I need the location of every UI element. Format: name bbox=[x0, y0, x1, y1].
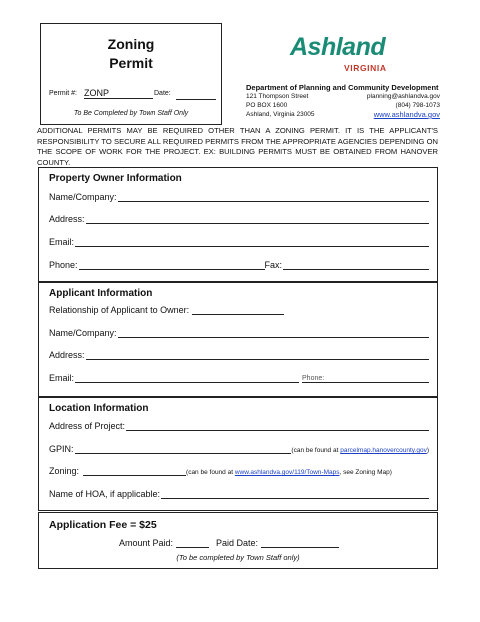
amount-paid-label: Amount Paid: bbox=[119, 538, 174, 548]
location-section-title: Location Information bbox=[49, 403, 149, 414]
applicant-phone-label: Phone: bbox=[302, 375, 325, 382]
permit-number-label: Permit #: bbox=[49, 90, 78, 97]
zoning-field[interactable] bbox=[83, 467, 186, 476]
fee-title: Application Fee = $25 bbox=[49, 519, 157, 531]
fee-section bbox=[38, 512, 438, 569]
owner-section-title: Property Owner Information bbox=[49, 173, 182, 184]
permits-notice: ADDITIONAL PERMITS MAY BE REQUIRED OTHER THAN A ZONING PERMIT. IT IS THE APPLICANT'S RESPONSIBILITY TO SECURE ALL REQUIRED PERMITS FROM THE APPROPRIATE AGENCIES DEPENDING ON THE SCOPE OF WORK FOR THE PROJECT. EX: BUILDING PERMITS MUST BE OBTAINED FROM HANOVER COUNTY. bbox=[37, 126, 438, 167]
ashland-logo bbox=[290, 33, 402, 79]
permit-title-line2: Permit bbox=[109, 55, 153, 71]
permit-staff-note: To Be Completed by Town Staff Only bbox=[73, 110, 189, 117]
permit-date-label: Date: bbox=[154, 90, 171, 97]
permit-box bbox=[40, 23, 222, 125]
applicant-name-field[interactable] bbox=[118, 329, 429, 338]
logo-subtitle: VIRGINIA bbox=[344, 63, 387, 73]
zoning-label: Zoning: bbox=[49, 466, 80, 476]
town-maps-link[interactable]: www.ashlandva.gov/119/Town-Maps bbox=[234, 469, 340, 476]
owner-phone-label: Phone: bbox=[49, 260, 78, 270]
fee-staff-note: (To be completed by Town Staff only) bbox=[176, 553, 300, 562]
owner-address-field[interactable] bbox=[86, 215, 429, 224]
permit-title-line1: Zoning bbox=[107, 36, 155, 52]
department-po-box: PO BOX 1600 bbox=[246, 102, 288, 109]
relationship-field[interactable] bbox=[192, 306, 284, 315]
logo-wordmark: Ashland bbox=[290, 33, 386, 61]
hoa-field[interactable] bbox=[161, 490, 429, 499]
gpin-label: GPIN: bbox=[49, 444, 74, 454]
department-website-link[interactable]: www.ashlandva.gov bbox=[373, 110, 440, 119]
permit-number-field[interactable]: ZONP bbox=[84, 88, 153, 99]
owner-section bbox=[38, 167, 438, 282]
department-phone: (804) 798-1073 bbox=[395, 102, 440, 109]
applicant-address-label: Address: bbox=[49, 350, 85, 360]
owner-name-label: Name/Company: bbox=[49, 192, 117, 202]
owner-email-label: Email: bbox=[49, 237, 75, 247]
location-section bbox=[38, 397, 438, 511]
owner-email-field[interactable] bbox=[75, 238, 429, 247]
applicant-address-field[interactable] bbox=[86, 351, 429, 360]
project-address-field[interactable] bbox=[126, 422, 429, 431]
owner-fax-field[interactable] bbox=[283, 261, 429, 270]
amount-paid-field[interactable] bbox=[176, 539, 209, 548]
owner-name-field[interactable] bbox=[118, 193, 429, 202]
project-address-label: Address of Project: bbox=[49, 421, 126, 431]
gpin-field[interactable] bbox=[75, 445, 292, 454]
applicant-email-label: Email: bbox=[49, 373, 75, 383]
applicant-phone-field[interactable] bbox=[302, 374, 429, 383]
zoning-note: (can be found at www.ashlandva.gov/119/Town-Maps, see Zoning Map) bbox=[186, 469, 392, 476]
department-city: Ashland, Virginia 23005 bbox=[246, 111, 315, 118]
owner-phone-field[interactable] bbox=[79, 261, 265, 270]
hoa-label: Name of HOA, if applicable: bbox=[49, 489, 161, 499]
department-email: planning@ashlandva.gov bbox=[366, 93, 440, 100]
owner-address-label: Address: bbox=[49, 214, 85, 224]
department-name: Department of Planning and Community Development bbox=[246, 83, 439, 92]
hanover-parcelmap-link[interactable]: parcelmap.hanovercounty.gov bbox=[340, 447, 427, 454]
relationship-label: Relationship of Applicant to Owner: bbox=[49, 305, 190, 315]
gpin-note: (can be found at parcelmap.hanovercounty.gov) bbox=[291, 447, 429, 454]
applicant-section bbox=[38, 282, 438, 397]
owner-fax-label: Fax: bbox=[264, 260, 283, 270]
applicant-section-title: Applicant Information bbox=[49, 288, 153, 299]
department-street: 121 Thompson Street bbox=[246, 93, 309, 100]
applicant-name-label: Name/Company: bbox=[49, 328, 117, 338]
paid-date-field[interactable] bbox=[261, 539, 339, 548]
applicant-email-field[interactable] bbox=[75, 374, 299, 383]
paid-date-label: Paid Date: bbox=[216, 538, 259, 548]
permit-date-field[interactable] bbox=[176, 99, 216, 100]
